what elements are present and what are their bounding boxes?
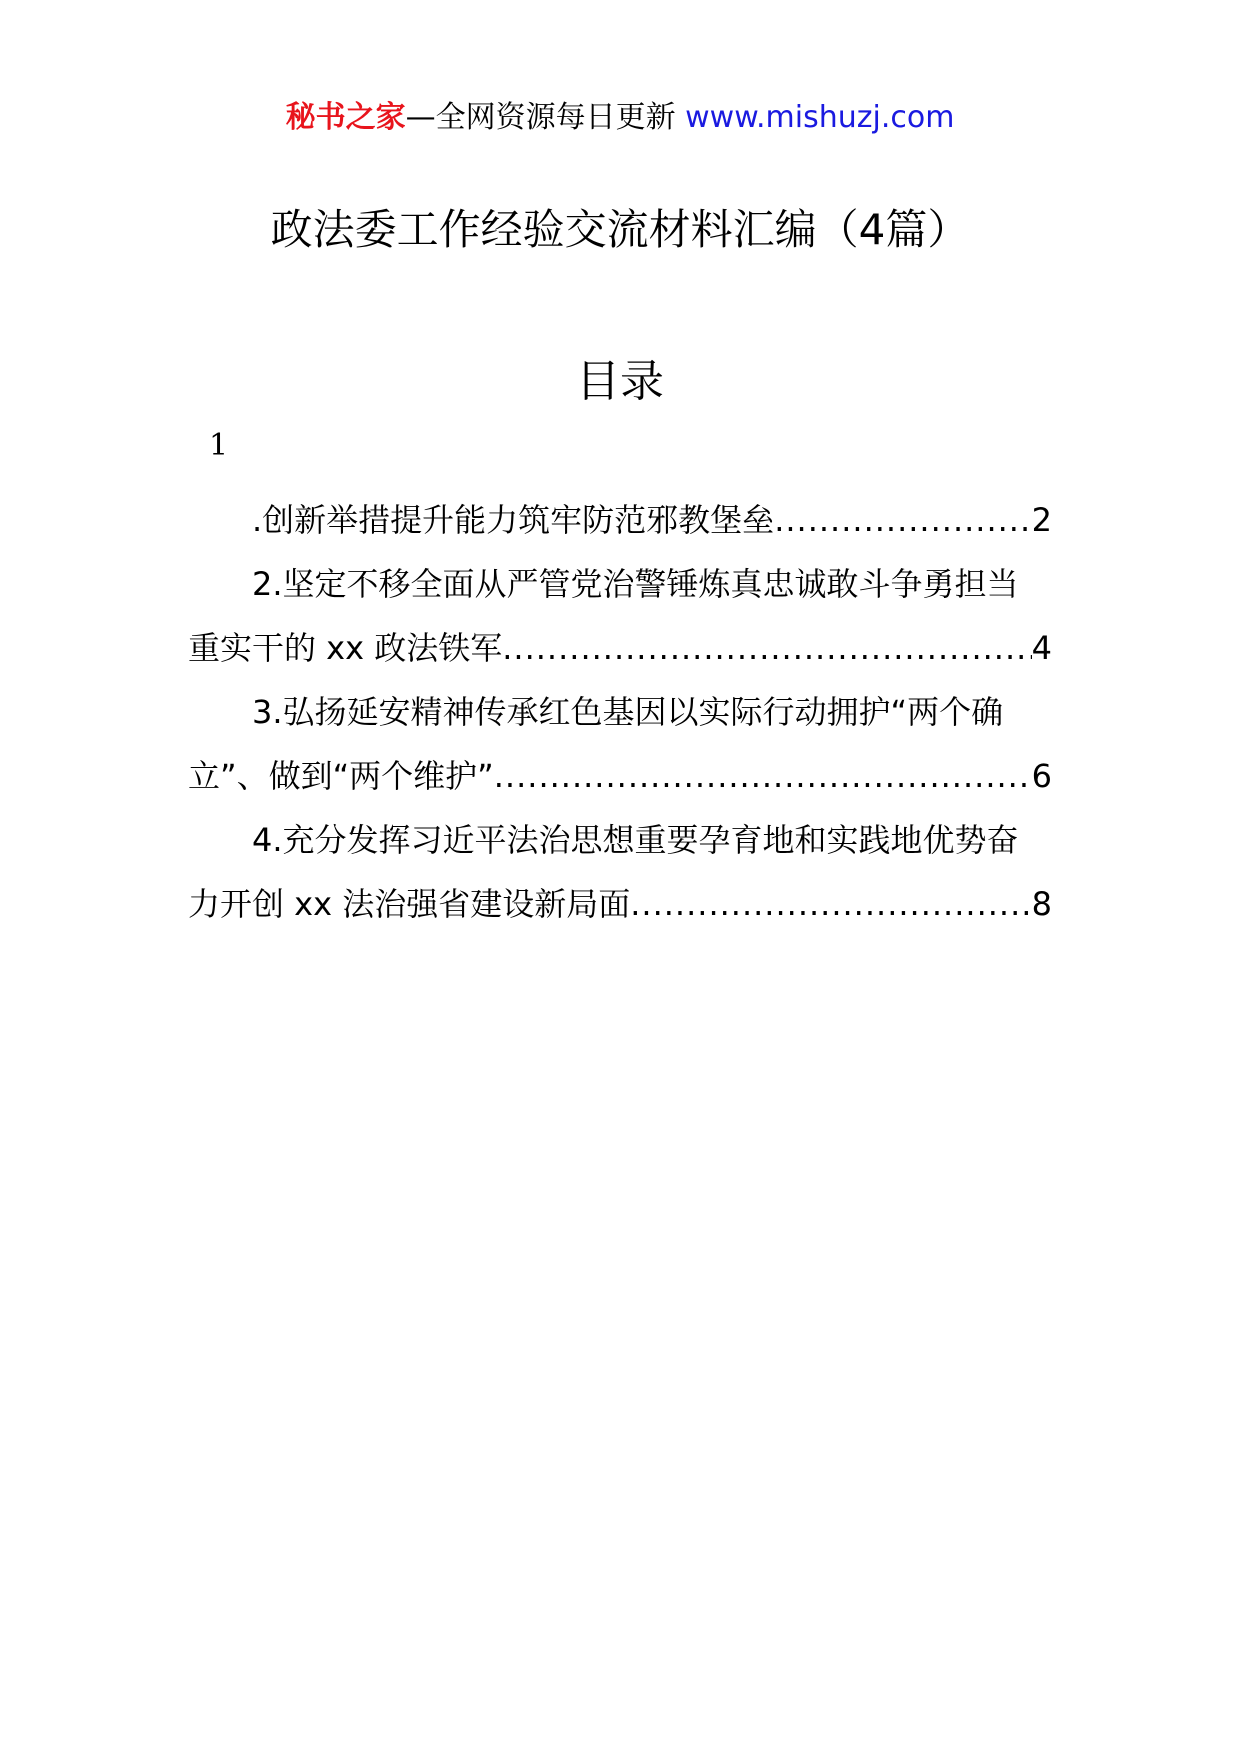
dot-leader <box>502 616 1031 680</box>
brand-name: 秘书之家 <box>285 100 406 135</box>
toc-entry-title: .创新举措提升能力筑牢防范邪教堡垒 <box>252 501 775 539</box>
toc-entry-3-line-1[interactable]: 3.弘扬延安精神传承红色基因以实际行动拥护“两个确 <box>252 693 1004 731</box>
toc-entry-1[interactable] <box>188 488 1052 552</box>
toc-entry-title: 重实干的 xx 政法铁军 <box>188 629 503 667</box>
toc-entry-4[interactable] <box>188 872 1052 936</box>
toc-entry-2-line-1[interactable]: 2.坚定不移全面从严管党治警锤炼真忠诚敢斗争勇担当 <box>252 565 1019 603</box>
toc-entry-3[interactable] <box>188 744 1052 808</box>
dot-leader <box>494 744 1032 808</box>
item-number: 1 <box>209 428 229 463</box>
toc-heading: 目录 <box>576 356 664 407</box>
toc-entry-title: 立”、做到“两个维护” <box>188 757 494 795</box>
toc-page-number: 6 <box>1031 757 1052 795</box>
toc-entry-title: 力开创 xx 法治强省建设新局面 <box>188 885 631 923</box>
toc-page-number: 8 <box>1031 885 1052 923</box>
toc-page-number: 2 <box>1031 501 1052 539</box>
dot-leader <box>630 872 1031 936</box>
document-title: 政法委工作经验交流材料汇编（4篇） <box>270 205 970 254</box>
site-url-link[interactable]: www.mishuzj.com <box>685 100 955 135</box>
toc-page-number: 4 <box>1031 629 1052 667</box>
toc-entry-4-line-1[interactable]: 4.充分发挥习近平法治思想重要孕育地和实践地优势奋 <box>252 821 1019 859</box>
site-slogan: —全网资源每日更新 <box>405 100 676 135</box>
site-banner <box>0 98 1240 138</box>
toc-entry-2[interactable] <box>188 616 1052 680</box>
table-of-contents <box>188 488 1052 936</box>
dot-leader <box>774 488 1031 552</box>
